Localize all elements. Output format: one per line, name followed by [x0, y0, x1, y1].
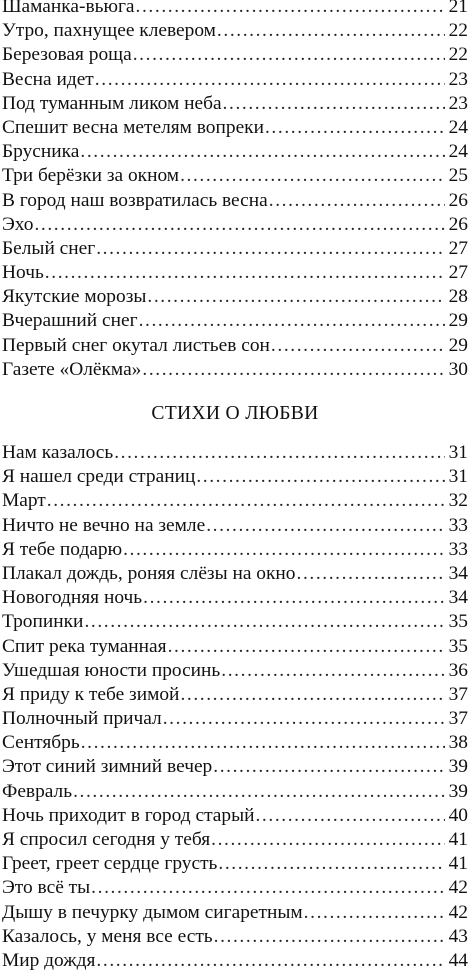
toc-entry — [2, 876, 468, 900]
dot-leader — [123, 538, 445, 562]
dot-leader — [47, 489, 445, 513]
dot-leader — [143, 586, 445, 610]
toc-entry — [2, 828, 468, 852]
dot-leader — [147, 285, 445, 309]
toc-entry-title: Сентябрь — [2, 732, 80, 754]
toc-entry-page-number: 42 — [448, 877, 468, 899]
dot-leader — [180, 683, 445, 707]
dot-leader — [304, 901, 445, 925]
dot-leader — [84, 610, 445, 634]
toc-entry — [2, 261, 468, 285]
toc-entry — [2, 237, 468, 261]
dot-leader — [80, 140, 445, 164]
toc-entry — [2, 213, 468, 237]
toc-entry — [2, 538, 468, 562]
toc-entry-page-number: 35 — [448, 635, 468, 657]
toc-entry — [2, 43, 468, 67]
dot-leader — [217, 19, 445, 43]
toc-entry-title: Февраль — [2, 780, 73, 802]
toc-entry-page-number: 43 — [448, 925, 468, 947]
section-heading: СТИХИ О ЛЮБВИ — [151, 403, 319, 424]
toc-entry-page-number: 22 — [448, 44, 468, 66]
dot-leader — [168, 635, 445, 659]
toc-entry-page-number: 29 — [448, 310, 468, 332]
toc-entry — [2, 901, 468, 925]
toc-entry-title: Мир дождя — [2, 949, 96, 971]
toc-entry — [2, 804, 468, 828]
toc-entry-title: Эхо — [2, 213, 34, 235]
toc-entry-title: Белый снег — [2, 237, 96, 259]
toc-entry — [2, 610, 468, 634]
dot-leader — [255, 804, 445, 828]
toc-entry-title: Три берёзки за окном — [2, 165, 180, 187]
toc-entry-title: Спешит весна метелям вопреки — [2, 116, 264, 138]
toc-entry-title: Я спросил сегодня у тебя — [2, 829, 211, 850]
toc-entry-page-number: 32 — [448, 490, 468, 512]
toc-entry-page-number: 26 — [448, 213, 468, 235]
toc-entry-title: Под туманным ликом неба — [2, 92, 222, 114]
dot-leader — [271, 334, 445, 358]
toc-entry-page-number: 33 — [448, 538, 468, 560]
toc-entry-title: Этот синий зимний вечер — [2, 756, 213, 778]
dot-leader — [95, 68, 445, 92]
toc-entry — [2, 19, 468, 43]
toc-entry-page-number: 31 — [448, 442, 468, 463]
toc-entry — [2, 164, 468, 188]
toc-list-top — [2, 0, 468, 382]
toc-entry — [2, 586, 468, 610]
toc-entry-page-number: 33 — [448, 514, 468, 536]
toc-entry — [2, 0, 468, 19]
toc-entry-title: Брусника — [2, 141, 80, 163]
dot-leader — [265, 116, 445, 140]
toc-entry-page-number: 23 — [448, 68, 468, 90]
dot-leader — [73, 780, 445, 804]
toc-entry — [2, 925, 468, 949]
toc-entry — [2, 358, 468, 382]
toc-entry — [2, 755, 468, 779]
dot-leader — [96, 237, 445, 261]
toc-entry-page-number: 27 — [448, 262, 468, 284]
toc-entry — [2, 441, 468, 465]
toc-entry-page-number: 23 — [448, 92, 468, 114]
toc-entry-title: Греет, греет сердце грусть — [2, 853, 218, 875]
toc-entry-page-number: 31 — [448, 466, 468, 488]
toc-entry — [2, 334, 468, 358]
toc-entry-page-number: 21 — [448, 0, 468, 17]
toc-entry-page-number: 44 — [448, 949, 468, 971]
toc-entry-page-number: 37 — [448, 683, 468, 705]
toc-entry-title: Якутские морозы — [2, 286, 147, 308]
toc-entry — [2, 683, 468, 707]
toc-entry-page-number: 25 — [448, 165, 468, 187]
toc-entry-title: Ушедшая юности просинь — [2, 659, 221, 681]
dot-leader — [81, 731, 445, 755]
dot-leader — [206, 514, 445, 538]
toc-entry-page-number: 29 — [448, 334, 468, 356]
toc-entry-title: Казалось, у меня все есть — [2, 925, 213, 947]
toc-entry-title: Первый снег окутал листьев сон — [2, 334, 270, 356]
toc-entry — [2, 707, 468, 731]
toc-entry-title: Шаманка-вьюга — [2, 0, 135, 17]
toc-entry-page-number: 35 — [448, 611, 468, 633]
dot-leader — [34, 213, 445, 237]
toc-entry-page-number: 39 — [448, 756, 468, 778]
toc-entry-page-number: 36 — [448, 659, 468, 681]
toc-entry-title: Вчерашний снег — [2, 310, 138, 332]
dot-leader — [213, 755, 445, 779]
toc-entry-title: Я нашел среди страниц — [2, 466, 196, 488]
toc-entry — [2, 68, 468, 92]
dot-leader — [196, 465, 445, 489]
toc-entry-title: Ночь приходит в город старый — [2, 804, 255, 826]
toc-entry — [2, 514, 468, 538]
toc-entry-title: Это всё ты — [2, 877, 91, 899]
toc-entry — [2, 92, 468, 116]
toc-entry-page-number: 26 — [448, 189, 468, 211]
toc-entry-title: Март — [2, 490, 46, 512]
toc-entry-title: Плакал дождь, роняя слёзы на окно — [2, 562, 296, 584]
dot-leader — [221, 659, 445, 683]
dot-leader — [211, 828, 445, 852]
toc-entry-title: Полночный причал — [2, 708, 162, 730]
toc-entry-title: Березовая роща — [2, 44, 132, 66]
toc-entry-page-number: 34 — [448, 587, 468, 609]
toc-entry-title: Весна идет — [2, 68, 94, 90]
toc-entry-title: Тропинки — [2, 611, 84, 633]
dot-leader — [136, 0, 445, 19]
toc-entry — [2, 949, 468, 973]
toc-entry-page-number: 34 — [448, 562, 468, 584]
toc-entry — [2, 731, 468, 755]
toc-entry-title: Я тебе подарю — [2, 538, 123, 560]
toc-entry-page-number: 41 — [448, 829, 468, 850]
dot-leader — [214, 925, 445, 949]
dot-leader — [133, 43, 445, 67]
toc-entry — [2, 489, 468, 513]
dot-leader — [218, 852, 445, 876]
toc-entry — [2, 635, 468, 659]
toc-entry-title: Ночь — [2, 262, 44, 284]
toc-entry-title: Газете «Олёкма» — [2, 358, 142, 380]
toc-entry-page-number: 24 — [448, 116, 468, 138]
toc-entry-title: Утро, пахнущее клевером — [2, 20, 216, 42]
toc-entry-page-number: 40 — [448, 804, 468, 826]
dot-leader — [297, 562, 446, 586]
toc-entry-page-number: 27 — [448, 237, 468, 259]
toc-entry-page-number: 22 — [448, 20, 468, 42]
toc-list-love-poems — [2, 441, 468, 973]
toc-entry — [2, 852, 468, 876]
toc-entry-page-number: 24 — [448, 141, 468, 163]
toc-entry-title: Новогодняя ночь — [2, 587, 143, 609]
table-of-contents-page — [2, 0, 468, 973]
dot-leader — [142, 358, 445, 382]
toc-entry-page-number: 38 — [448, 732, 468, 754]
dot-leader — [269, 189, 445, 213]
toc-entry-title: Я приду к тебе зимой — [2, 683, 180, 705]
toc-entry-title: Спит река туманная — [2, 635, 167, 657]
toc-entry-page-number: 37 — [448, 708, 468, 730]
toc-entry — [2, 309, 468, 333]
dot-leader — [91, 876, 445, 900]
dot-leader — [163, 707, 445, 731]
toc-entry-title: Ничто не вечно на земле — [2, 514, 206, 536]
toc-entry-title: В город наш возвратилась весна — [2, 189, 268, 211]
toc-entry — [2, 140, 468, 164]
toc-entry — [2, 189, 468, 213]
toc-entry — [2, 659, 468, 683]
dot-leader — [139, 309, 445, 333]
toc-entry — [2, 285, 468, 309]
toc-entry-title: Дышу в печурку дымом сигаретным — [2, 901, 303, 923]
toc-entry-page-number: 28 — [448, 286, 468, 308]
dot-leader — [45, 261, 445, 285]
toc-entry — [2, 780, 468, 804]
toc-entry — [2, 465, 468, 489]
toc-entry — [2, 562, 468, 586]
toc-entry-page-number: 39 — [448, 780, 468, 802]
dot-leader — [223, 92, 445, 116]
dot-leader — [114, 441, 445, 465]
toc-entry-page-number: 41 — [448, 853, 468, 875]
toc-entry-title: Нам казалось — [2, 442, 114, 463]
dot-leader — [180, 164, 445, 188]
dot-leader — [96, 949, 445, 973]
toc-entry-page-number: 30 — [448, 358, 468, 380]
toc-entry-page-number: 42 — [448, 901, 468, 923]
toc-entry — [2, 116, 468, 140]
